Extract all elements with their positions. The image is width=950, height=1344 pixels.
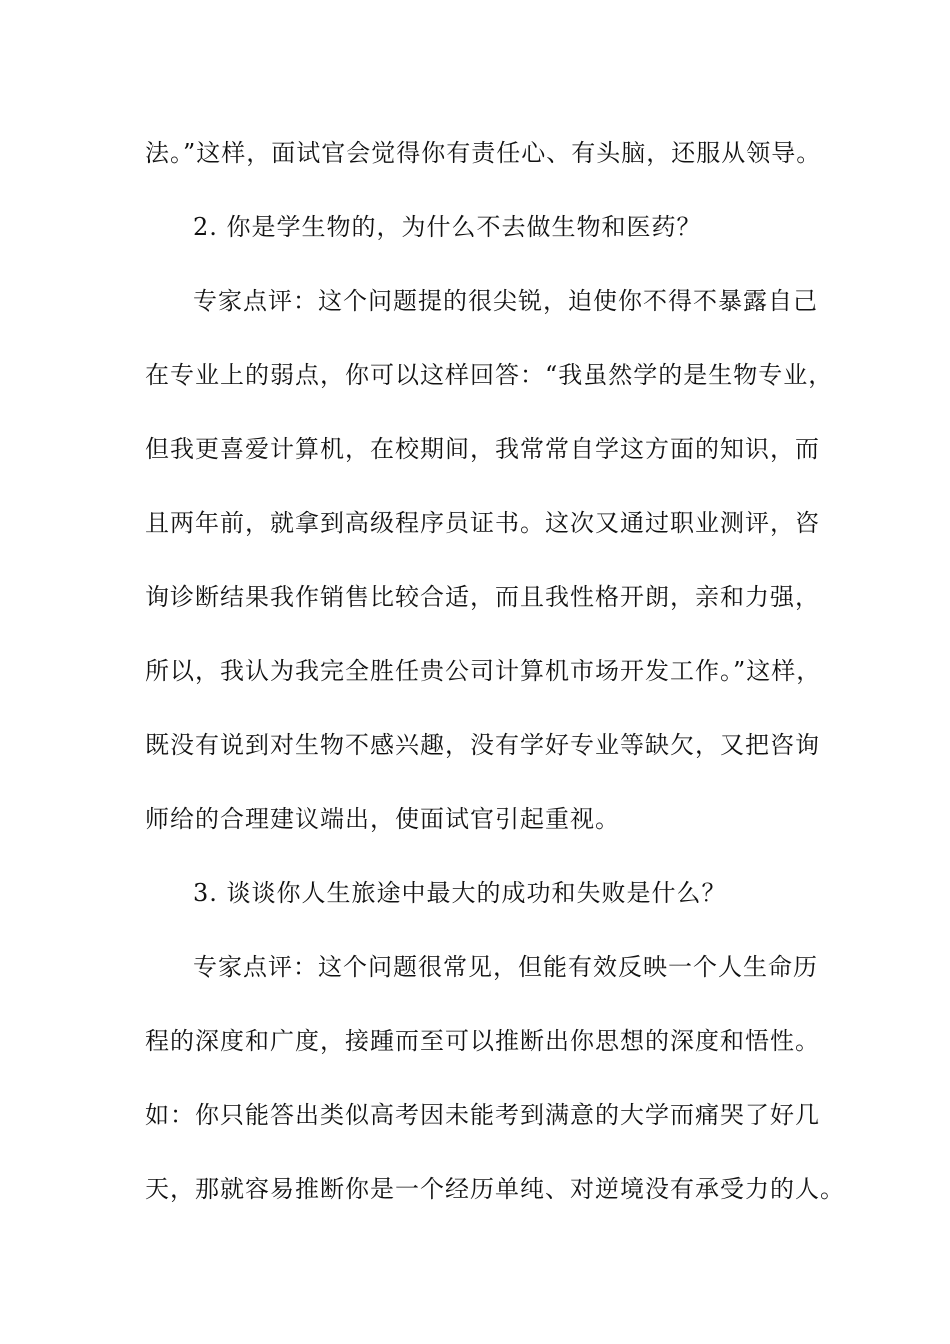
text-line-8: 所以，我认为我完全胜任贵公司计算机市场开发工作。”这样， [145, 657, 822, 685]
text-line-1: 法。”这样，面试官会觉得你有责任心、有头脑，还服从领导。 [145, 139, 822, 167]
text-line-13: 程的深度和广度，接踵而至可以推断出你思想的深度和悟性。 [145, 1027, 820, 1055]
text-line-14: 如：你只能答出类似高考因未能考到满意的大学而痛哭了好几 [145, 1101, 820, 1129]
text-line-6: 且两年前，就拿到高级程序员证书。这次又通过职业测评，咨 [145, 509, 820, 537]
question-2: 2. 你是学生物的，为什么不去做生物和医药？ [193, 213, 702, 241]
text-line-4: 在专业上的弱点，你可以这样回答：“我虽然学的是生物专业， [145, 361, 834, 389]
text-line-5: 但我更喜爱计算机，在校期间，我常常自学这方面的知识，而 [145, 435, 820, 463]
text-line-10: 师给的合理建议端出，使面试官引起重视。 [145, 805, 620, 833]
text-line-9: 既没有说到对生物不感兴趣，没有学好专业等缺欠，又把咨询 [145, 731, 820, 759]
text-line-12: 专家点评：这个问题很常见，但能有效反映一个人生命历 [193, 953, 818, 981]
text-line-15: 天，那就容易推断你是一个经历单纯、对逆境没有承受力的人。 [145, 1175, 845, 1203]
text-line-7: 询诊断结果我作销售比较合适，而且我性格开朗，亲和力强， [145, 583, 820, 611]
text-line-3: 专家点评：这个问题提的很尖锐，迫使你不得不暴露自己 [193, 287, 818, 315]
question-3: 3. 谈谈你人生旅途中最大的成功和失败是什么？ [193, 879, 727, 907]
